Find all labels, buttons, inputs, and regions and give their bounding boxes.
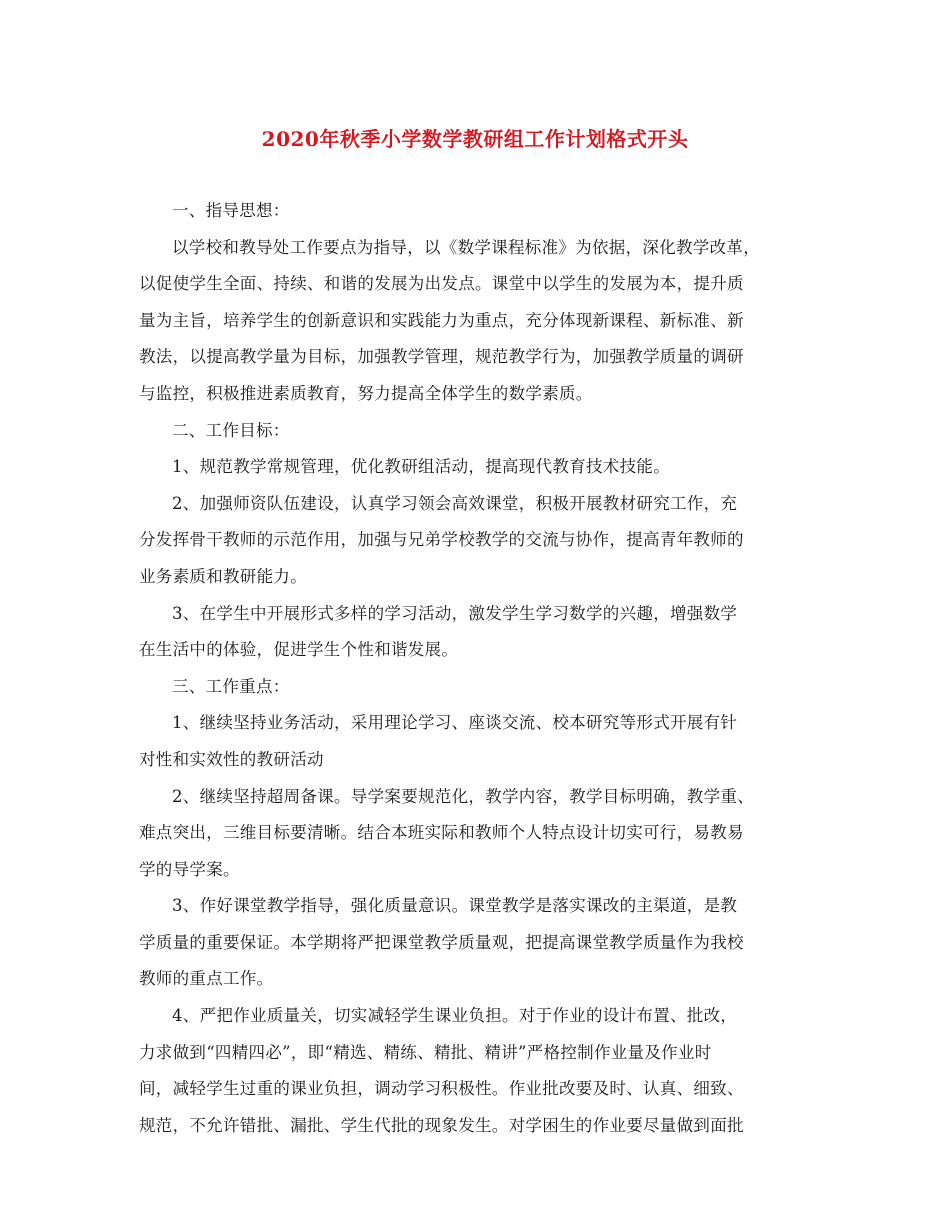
- paragraph-line: 3、作好课堂教学指导，强化质量意识。课堂教学是落实课改的主渠道，是教: [172, 896, 738, 916]
- paragraph-line: 一、指导思想：: [172, 201, 290, 220]
- paragraph-line: 1、继续坚持业务活动，采用理论学习、座谈交流、校本研究等形式开展有针: [172, 713, 738, 733]
- paragraph-line: 2、加强师资队伍建设，认真学习领会高效课堂，积极开展教材研究工作，充: [172, 493, 738, 513]
- paragraph-line: 量为主旨，培养学生的创新意识和实践能力为重点，充分体现新课程、新标准、新: [139, 310, 744, 330]
- paragraph-line: 4、严把作业质量关，切实减轻学生课业负担。对于作业的设计布置、批改，: [172, 1006, 738, 1026]
- paragraph: [139, 998, 815, 1144]
- document-body: [139, 193, 815, 1144]
- paragraph-line: 业务素质和教研能力。: [139, 566, 307, 586]
- paragraph-line: 分发挥骨干教师的示范作用，加强与兄弟学校教学的交流与协作，提高青年教师的: [139, 530, 744, 550]
- paragraph: [139, 779, 815, 889]
- paragraph: [139, 596, 815, 669]
- paragraph-line: 以促使学生全面、持续、和谐的发展为出发点。课堂中以学生的发展为本，提升质: [139, 274, 744, 294]
- paragraph-line: 与监控，积极推进素质教育，努力提高全体学生的数学素质。: [139, 383, 593, 403]
- paragraph-line: 以学校和教导处工作要点为指导，以《数学课程标准》为依据，深化教学改革，: [172, 237, 760, 257]
- paragraph-line: 教师的重点工作。: [139, 969, 274, 989]
- paragraph-line: 二、工作目标：: [172, 420, 290, 440]
- document-title: 2020年秋季小学数学教研组工作计划格式开头: [261, 127, 689, 151]
- paragraph-line: 力求做到“四精四必”，即“精选、精练、精批、精讲”严格控制作业量及作业时: [139, 1042, 712, 1062]
- paragraph-line: 间，减轻学生过重的课业负担，调动学习积极性。作业批改要及时、认真、细致、: [139, 1079, 744, 1099]
- paragraph-line: 在生活中的体验，促进学生个性和谐发展。: [139, 640, 459, 660]
- paragraph-line: 学质量的重要保证。本学期将严把课堂教学质量观，把提高课堂教学质量作为我校: [139, 932, 744, 952]
- paragraph-line: 教法，以提高教学量为目标，加强教学管理，规范教学行为，加强教学质量的调研: [139, 347, 744, 367]
- paragraph-line: 难点突出，三维目标要清晰。结合本班实际和教师个人特点设计切实可行，易教易: [139, 823, 744, 843]
- paragraph: [139, 486, 815, 596]
- paragraph: [139, 669, 815, 706]
- paragraph-line: 2、继续坚持超周备课。导学案要规范化，教学内容，教学目标明确，教学重、: [172, 786, 754, 806]
- paragraph-line: 三、工作重点：: [172, 676, 290, 696]
- paragraph-line: 对性和实效性的教研活动: [139, 749, 324, 769]
- paragraph: [139, 193, 815, 230]
- paragraph: [139, 705, 815, 778]
- paragraph: [139, 413, 815, 450]
- paragraph: [139, 449, 815, 486]
- paragraph-line: 3、在学生中开展形式多样的学习活动，激发学生学习数学的兴趣，增强数学: [172, 603, 738, 623]
- paragraph: [139, 888, 815, 998]
- paragraph-line: 规范，不允许错批、漏批、学生代批的现象发生。对学困生的作业要尽量做到面批: [139, 1115, 744, 1135]
- paragraph-line: 1、规范教学常规管理，优化教研组活动，提高现代教育技术技能。: [172, 457, 670, 477]
- paragraph: [139, 230, 815, 413]
- paragraph-line: 学的导学案。: [139, 859, 240, 879]
